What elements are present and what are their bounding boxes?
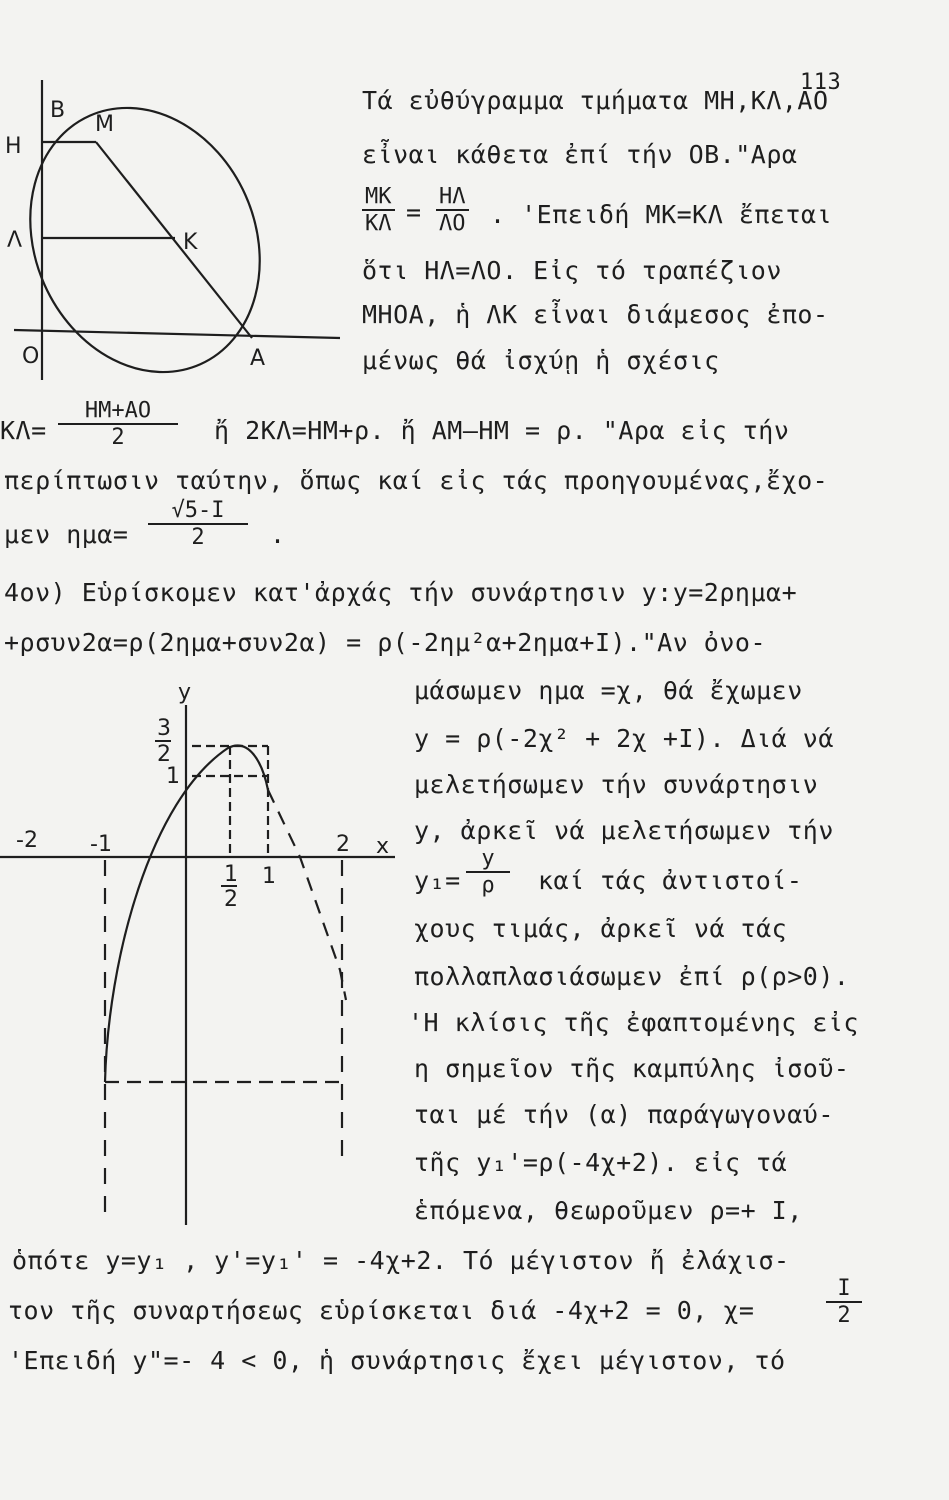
equals-sign: = [406,198,422,227]
text-line-25-pre: τον τῆς συναρτήσεως εὑρίσκεται διά -4χ+2 = 0, χ= [8,1296,755,1325]
label-lambda: Λ [7,228,23,253]
text-line-13: y = ρ(-2χ² + 2χ +I). Διά νά [414,724,834,753]
label-minus-two: -2 [16,828,38,853]
text-line-5: ΜΗΟΑ, ἡ ΛΚ εἶναι διάμεσος ἐπο- [362,300,829,329]
fraction-hl-lo: $\frac{H\Lambda}{\Lambda O}$ [436,184,469,236]
fraction-mk-kl: $\frac{MK}{K\Lambda}$ [362,184,395,236]
text-line-8: περίπτωσιν ταύτην, ὅπως καί εἰς τάς προηγουμένας,ἔχο- [4,466,829,495]
text-line-10: 4ον) Εὑρίσκομεν κατ'ἀρχάς τήν συνάρτησιν y:y=2ρημα+ [4,578,798,607]
label-two-den: 2 [157,742,171,767]
label-x-axis: x [376,834,390,859]
text-line-24: ὁπότε y=y₁ , y'=y₁' = -4χ+2. Τό μέγιστον ἤ ἐλάχισ- [12,1246,790,1275]
text-line-3: . 'Επειδή ΜΚ=ΚΛ ἔπεται [490,200,833,229]
text-line-2: εἶναι κάθετα ἐπί τήν ΟΒ."Αρα [362,140,798,169]
text-line-26: 'Επειδή y"=- 4 < 0, ἡ συνάρτησις ἔχει μέγιστον, τό [8,1346,786,1375]
text-line-16: καί τάς ἀντιστοί- [538,866,803,895]
fraction-y-rho: $\frac{y}{\rho}$ [466,846,510,898]
label-one-y: 1 [166,764,180,789]
fraction-root5: $\frac{√5-I}{2}$ [148,498,248,550]
text-line-11: +ρσυν2α=ρ(2ημα+συν2α) = ρ(-2ημ²α+2ημα+I)."Αν ὀνο- [4,628,767,657]
text-line-9-post: . [270,520,286,549]
label-a: A [250,346,266,371]
text-line-19: 'Η κλίσις τῆς ἐφαπτομένης εἰς [408,1008,859,1037]
label-three: 3 [157,716,171,741]
text-line-14: μελετήσωμεν τήν συνάρτησιν [414,770,819,799]
text-line-12: μάσωμεν ημα =χ, θά ἔχωμεν [414,676,803,705]
label-m: M [95,112,114,137]
figure-parabola-lines [0,705,395,1225]
text-line-7-pre: ΚΛ= [0,416,47,445]
label-k: K [183,230,198,255]
label-one-x: 1 [262,864,276,889]
text-line-6: μένως θά ἰσχύῃ ἡ σχέσις [362,346,720,375]
label-h: H [5,134,22,159]
text-line-1: Τά εὐθύγραμμα τμήματα ΜΗ,ΚΛ,ΑΟ [362,86,829,115]
label-two-x: 2 [336,832,350,857]
text-line-18: πολλαπλασιάσωμεν ἐπί ρ(ρ>0). [414,962,850,991]
text-line-23: ἑπόμενα, θεωροῦμεν ρ=+ I, [414,1196,803,1225]
text-line-7: ἤ 2ΚΛ=ΗΜ+ρ. ἤ ΑΜ–ΗΜ = ρ. "Αρα εἰς τήν [214,416,790,445]
fraction-x-half: $\frac{I}{2}$ [826,1276,862,1328]
label-o: O [22,344,40,369]
text-line-21: ται μέ τήν (α) παράγωγοναύ- [414,1100,834,1129]
label-y-axis: y [178,680,192,705]
parabola-dashed [268,790,346,1000]
fraction-hm-ao: $\frac{HM+AO}{2}$ [58,398,178,450]
label-minus-one: -1 [90,832,112,857]
text-line-4: ὅτι ΗΛ=ΛΟ. Εἰς τό τραπέζιον [362,256,782,285]
label-half-num: 1 [224,862,238,887]
text-line-20: η σημεῖον τῆς καμπύλης ἰσοῦ- [414,1054,850,1083]
text-line-17: χους τιμάς, ἀρκεῖ νά τάς [414,914,788,943]
text-line-15: y, ἀρκεῖ νά μελετήσωμεν τήν [414,816,834,845]
page-number: 113 [800,70,842,95]
text-line-9-pre: μεν ημα= [4,520,129,549]
text-line-22: τῆς y₁'=ρ(-4χ+2). εἰς τά [414,1148,788,1177]
label-b: B [50,98,66,123]
text-line-16-pre: y₁= [414,866,461,895]
label-half-den: 2 [224,887,238,912]
